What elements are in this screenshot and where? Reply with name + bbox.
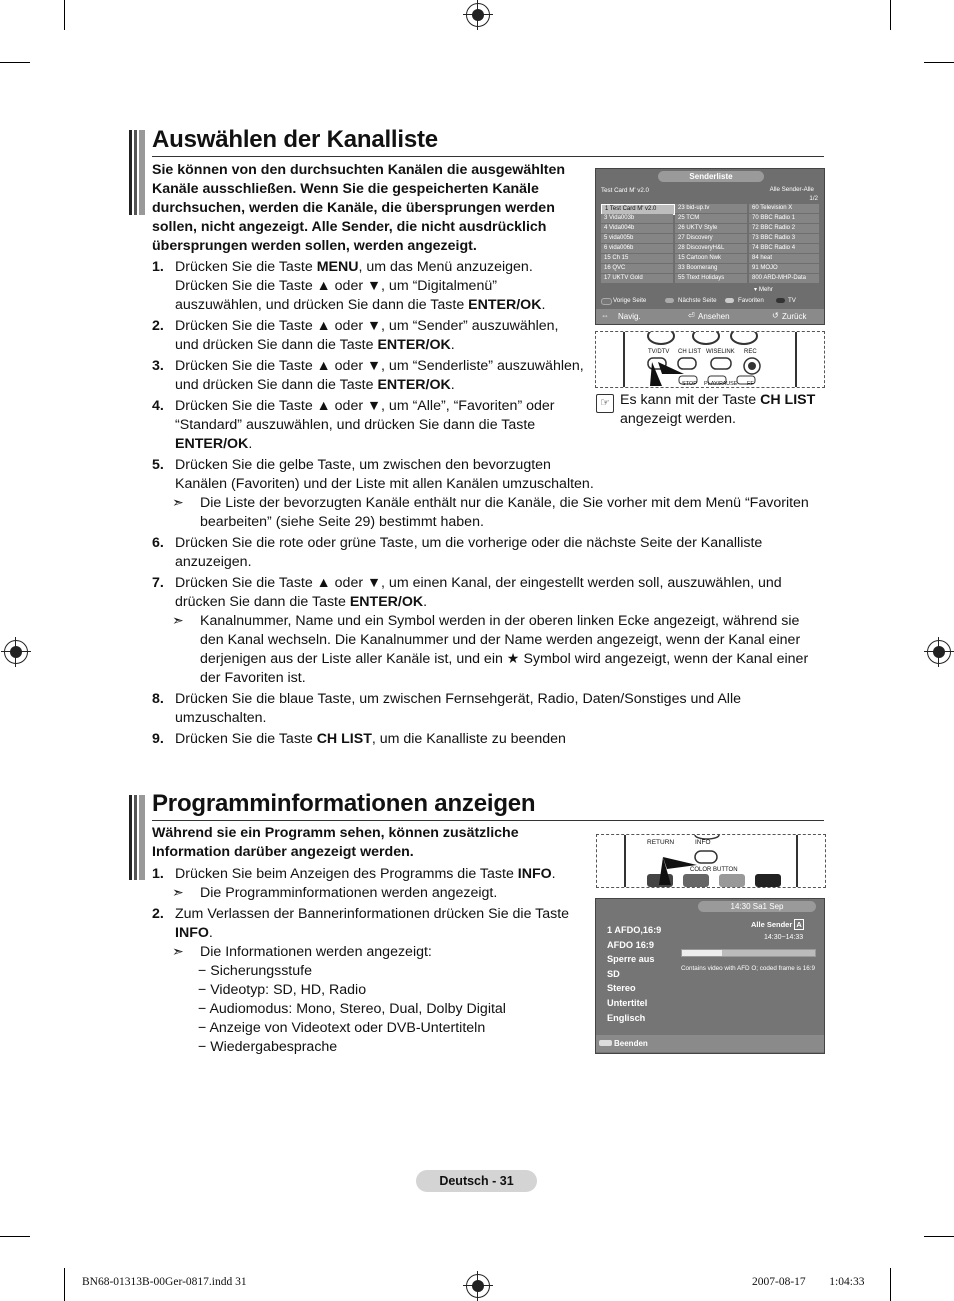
channel-name: 5 vida005b	[604, 235, 634, 241]
info-lines	[607, 923, 661, 1025]
green-key-icon	[665, 298, 674, 303]
step-text: Drücken Sie die Taste ▲ oder ▼, um “Sender” auszuwählen, und drücken Sie dann die Taste ENTER/OK.	[175, 318, 559, 353]
crop-mark	[0, 62, 30, 63]
title-rule	[152, 820, 824, 821]
info-time: 14:30 Sa1 Sep	[698, 901, 816, 912]
info-time-range: 14:30~14:33	[764, 934, 804, 941]
remote-label-wiselink: WISELINK	[706, 349, 735, 355]
channel-row[interactable]	[675, 214, 747, 223]
progress-bar	[681, 949, 816, 957]
arrow-note-icon: ➣	[172, 494, 184, 510]
step-item	[152, 456, 822, 532]
color-key-next: Nächste Seite	[678, 297, 717, 304]
color-keys	[599, 296, 821, 307]
info-exit: Beenden	[614, 1039, 648, 1048]
channel-name: 70 BBC Radio 1	[752, 215, 796, 221]
red-key-icon	[601, 298, 612, 305]
step-text: Drücken Sie die Taste ▲ oder ▼, um einen Kanal, der eingestellt werden soll, auszuwählen, und drücken Sie dann die Taste ENTER/OK.	[175, 575, 782, 610]
crop-mark	[64, 0, 65, 30]
channel-row[interactable]	[601, 274, 673, 283]
step-number: 7.	[152, 575, 164, 591]
step-item	[152, 317, 615, 355]
nav-bar	[596, 309, 824, 324]
info-line: Stereo	[607, 983, 636, 994]
senderliste-page: 1/2	[809, 195, 818, 202]
progress-fill	[682, 950, 722, 956]
crop-mark	[0, 1236, 30, 1237]
crop-mark	[890, 0, 891, 30]
channel-name: 3 Vida003b	[604, 215, 635, 221]
remote-label-chlist: CH LIST	[678, 349, 702, 355]
step-number: 2.	[152, 906, 164, 922]
info-line: SD	[607, 968, 620, 979]
remote-label-info: INFO	[695, 839, 711, 846]
channel-name: 26 UKTV Style	[678, 225, 718, 231]
channel-row[interactable]	[601, 234, 673, 243]
remote-illustration-chlist	[595, 331, 825, 388]
step-text: Drücken Sie die Taste ▲ oder ▼, um “Senderliste” auszuwählen, und drücken Sie dann die Taste ENTER/OK.	[175, 358, 584, 393]
return-icon: ↺	[772, 311, 779, 320]
nav-zurueck: Zurück	[782, 312, 807, 321]
channel-name: 25 TCM	[678, 215, 700, 221]
arrow-note-icon: ➣	[172, 943, 184, 959]
color-key-prev: Vorige Seite	[613, 297, 647, 304]
channel-row[interactable]	[749, 244, 819, 253]
remote-buttons-icon	[597, 835, 825, 887]
page-number-badge: Deutsch - 31	[416, 1170, 537, 1192]
intro-programminfo: Während sie ein Programm sehen, können zusätzliche Information darüber angezeigt werden.	[152, 825, 519, 860]
channel-row[interactable]	[749, 224, 819, 233]
info-desc: Contains video with AFD O; coded frame is 16:9	[681, 965, 816, 972]
more-label: ▾ Mehr	[754, 286, 773, 293]
channel-name: 60 Television X	[752, 205, 793, 211]
step-text: Drücken Sie die Taste CH LIST, um die Kanalliste zu beenden	[175, 731, 566, 747]
section-bar	[129, 795, 145, 880]
remote-label-stop: STOP	[682, 381, 697, 387]
registration-mark-icon	[4, 640, 28, 664]
channel-name: 23 bid-up.tv	[678, 205, 710, 211]
channel-name: 16 QVC	[604, 265, 626, 271]
crop-mark	[924, 1236, 954, 1237]
channel-grid	[601, 204, 819, 286]
channel-name: 91 MOJO	[752, 265, 778, 271]
crop-mark	[924, 62, 954, 63]
enter-icon: ⏎	[688, 311, 695, 320]
info-list-item: − Anzeige von Videotext oder DVB-Untertiteln	[198, 1020, 486, 1036]
step-item	[152, 690, 822, 728]
remote-label-playpause: PLAY/PAUSE	[704, 381, 738, 387]
channel-row[interactable]	[749, 234, 819, 243]
title-rule	[152, 156, 824, 157]
remote-label-rec: REC	[744, 349, 757, 355]
channel-row[interactable]	[749, 204, 819, 213]
step-note-text: Die Liste der bevorzugten Kanäle enthält nur die Kanäle, die Sie vorher mit dem Menü “Favoriten bearbeiten” (siehe Seite 29) bestimmt haben.	[200, 495, 809, 530]
section-bar	[129, 130, 145, 215]
channel-row[interactable]	[749, 254, 819, 263]
info-line: AFDO 16:9	[607, 939, 654, 950]
step-text: Drücken Sie beim Anzeigen des Programms die Taste INFO.	[175, 866, 556, 882]
senderliste-title: Senderliste	[658, 171, 764, 182]
crop-mark	[890, 1268, 891, 1301]
step-number: 1.	[152, 866, 164, 882]
channel-row[interactable]	[601, 244, 673, 253]
step-item	[152, 397, 615, 454]
color-key-tv: TV	[788, 297, 796, 304]
channel-name: 4 Vida004b	[604, 225, 635, 231]
senderliste-screen	[595, 168, 825, 325]
step-text: Drücken Sie die gelbe Taste, um zwischen den bevorzugten Kanälen (Favoriten) und der Liste mit allen Kanälen umzuschalten.	[175, 457, 594, 492]
channel-row[interactable]	[749, 264, 819, 273]
footer-filename: BN68-01313B-00Ger-0817.indd 31	[82, 1276, 247, 1288]
step-text: Drücken Sie die rote oder grüne Taste, um die vorherige oder die nächste Seite der Kanalliste anzuzeigen.	[175, 535, 763, 570]
senderliste-source: Test Card M' v2.0	[601, 187, 649, 194]
steps-programminfo	[152, 865, 582, 1059]
step-number: 6.	[152, 535, 164, 551]
crop-mark	[64, 1268, 65, 1301]
channel-name: 800 ARD-MHP-Data	[752, 275, 807, 281]
exit-key-icon	[599, 1040, 612, 1046]
remote-illustration-info	[596, 834, 826, 888]
info-line: Englisch	[607, 1012, 646, 1023]
remote-label-tvdtv: TV/DTV	[648, 349, 670, 355]
more-text: Mehr	[758, 286, 773, 293]
step-item	[152, 258, 615, 315]
step-number: 3.	[152, 358, 164, 374]
step-item	[152, 574, 822, 688]
channel-name: 33 Boomerang	[678, 265, 718, 271]
channel-name: 72 BBC Radio 2	[752, 225, 796, 231]
step-text: Drücken Sie die Taste MENU, um das Menü anzuzeigen. Drücken Sie die Taste ▲ oder ▼, um “Digitalmenü” auszuwählen, und drücken Sie dann die Taste ENTER/OK.	[175, 259, 546, 313]
step-text: Drücken Sie die Taste ▲ oder ▼, um “Alle”, “Favoriten” oder “Standard” auszuwählen, und drücken Sie dann die Taste ENTER/OK.	[175, 398, 555, 452]
step-number: 1.	[152, 259, 164, 275]
channel-row[interactable]	[675, 234, 747, 243]
remote-label-ff: FF	[747, 381, 754, 387]
step-number: 2.	[152, 318, 164, 334]
info-list-item: − Videotyp: SD, HD, Radio	[198, 982, 367, 998]
channel-name: 28 DiscoveryH&L	[678, 245, 725, 251]
channel-name: 74 BBC Radio 4	[752, 245, 796, 251]
hand-note-icon: ☞	[596, 394, 614, 413]
channel-name: 6 vida006b	[604, 245, 634, 251]
channel-row[interactable]	[601, 254, 673, 263]
channel-name: 84 heat	[752, 255, 773, 261]
color-key-fav: Favoriten	[738, 297, 764, 304]
channel-name: 17 UKTV Gold	[604, 275, 643, 281]
channel-row[interactable]	[675, 254, 747, 263]
intro-kanalliste: Sie können von den durchsuchten Kanälen die ausgewählten Kanäle ausschließen. Wenn Sie die gespeicherten Kanäle durchsuchen, werden die Kanäle, die übersprungen werden sollen, nicht angezeigt. Alle Sender, die nicht ausdrücklich übersprungen werden sollen, werden angezeigt.	[152, 162, 566, 254]
channel-row[interactable]	[675, 264, 747, 273]
section-title-programminfo: Programminformationen anzeigen	[152, 790, 536, 817]
info-sender	[751, 920, 804, 929]
step-item	[152, 730, 822, 749]
step-number: 4.	[152, 398, 164, 414]
info-line: 1 AFDO,16:9	[607, 925, 662, 935]
navig-icon: ⇔	[601, 311, 609, 320]
channel-row[interactable]	[601, 224, 673, 233]
senderliste-mode: Alle Sender-Alle	[769, 186, 814, 193]
channel-row[interactable]	[601, 264, 673, 273]
registration-mark-icon	[927, 640, 951, 664]
blue-key-icon	[776, 298, 785, 303]
channel-name: 55 Ttext Holidays	[678, 275, 725, 281]
yellow-key-icon	[725, 298, 734, 303]
info-list-item: − Sicherungsstufe	[198, 963, 312, 979]
step-item	[152, 534, 822, 572]
registration-mark-icon	[466, 1274, 490, 1298]
remote-buttons-icon	[596, 332, 824, 387]
step-number: 8.	[152, 691, 164, 707]
channel-row[interactable]	[675, 224, 747, 233]
step-text: Zum Verlassen der Bannerinformationen drücken Sie die Taste INFO.	[175, 906, 570, 941]
step-text: Drücken Sie die blaue Taste, um zwischen Fernsehgerät, Radio, Daten/Sonstiges und Alle umzuschalten.	[175, 691, 741, 726]
channel-row[interactable]	[601, 214, 673, 223]
channel-name: 73 BBC Radio 3	[752, 235, 796, 241]
step-note: Die Informationen werden angezeigt:	[200, 944, 432, 960]
step-number: 9.	[152, 731, 164, 747]
channel-name: 27 Discovery	[678, 235, 713, 241]
info-line: Sperre aus	[607, 954, 655, 965]
channel-name: 15 Cartoon Nwk	[678, 255, 722, 261]
step-note	[172, 494, 822, 532]
info-list-item: − Wiedergabesprache	[198, 1039, 338, 1055]
remote-label-return: RETURN	[647, 839, 675, 846]
channel-row[interactable]	[749, 214, 819, 223]
arrow-note-icon: ➣	[172, 612, 184, 628]
channel-row[interactable]	[675, 244, 747, 253]
info-line: Untertitel	[607, 997, 648, 1008]
nav-navig: Navig.	[618, 312, 641, 321]
info-list-item: − Audiomodus: Mono, Stereo, Dual, Dolby Digital	[198, 1001, 506, 1017]
step-note-text: Kanalnummer, Name und ein Symbol werden in der oberen linken Ecke angezeigt, während sie den Kanal wechseln. Die Kanalnummer und der Name werden angezeigt, wenn der Kanal einer derjenigen aus der Liste aller Kanäle ist, und ein ★ Symbol wird angezeigt, wenn der Kanal einer der Favoriten ist.	[200, 613, 809, 686]
step-note: Die Programminformationen werden angezeigt.	[200, 885, 498, 901]
side-note-chlist: Es kann mit der Taste CH LIST angezeigt werden.	[620, 392, 816, 427]
channel-row[interactable]	[749, 274, 819, 283]
section-title-kanalliste: Auswählen der Kanalliste	[152, 126, 438, 153]
channel-row[interactable]	[675, 274, 747, 283]
info-screen	[595, 898, 825, 1054]
step-note	[172, 612, 822, 688]
info-exit-bar	[596, 1035, 824, 1052]
step-number: 5.	[152, 457, 164, 473]
lock-a-icon: A	[796, 920, 802, 929]
nav-ansehen: Ansehen	[698, 312, 730, 321]
channel-name: 15 Ch 15	[604, 255, 629, 261]
footer-date: 2007-08-17    1:04:33	[752, 1276, 865, 1288]
channel-row[interactable]	[675, 204, 747, 213]
registration-mark-icon	[466, 3, 490, 27]
channel-name: 1 Test Card M' v2.0	[605, 206, 657, 212]
arrow-note-icon: ➣	[172, 884, 184, 900]
remote-label-colorbutton: COLOR BUTTON	[690, 867, 738, 873]
info-sender-text: Alle Sender	[751, 920, 793, 929]
step-item	[152, 357, 615, 395]
